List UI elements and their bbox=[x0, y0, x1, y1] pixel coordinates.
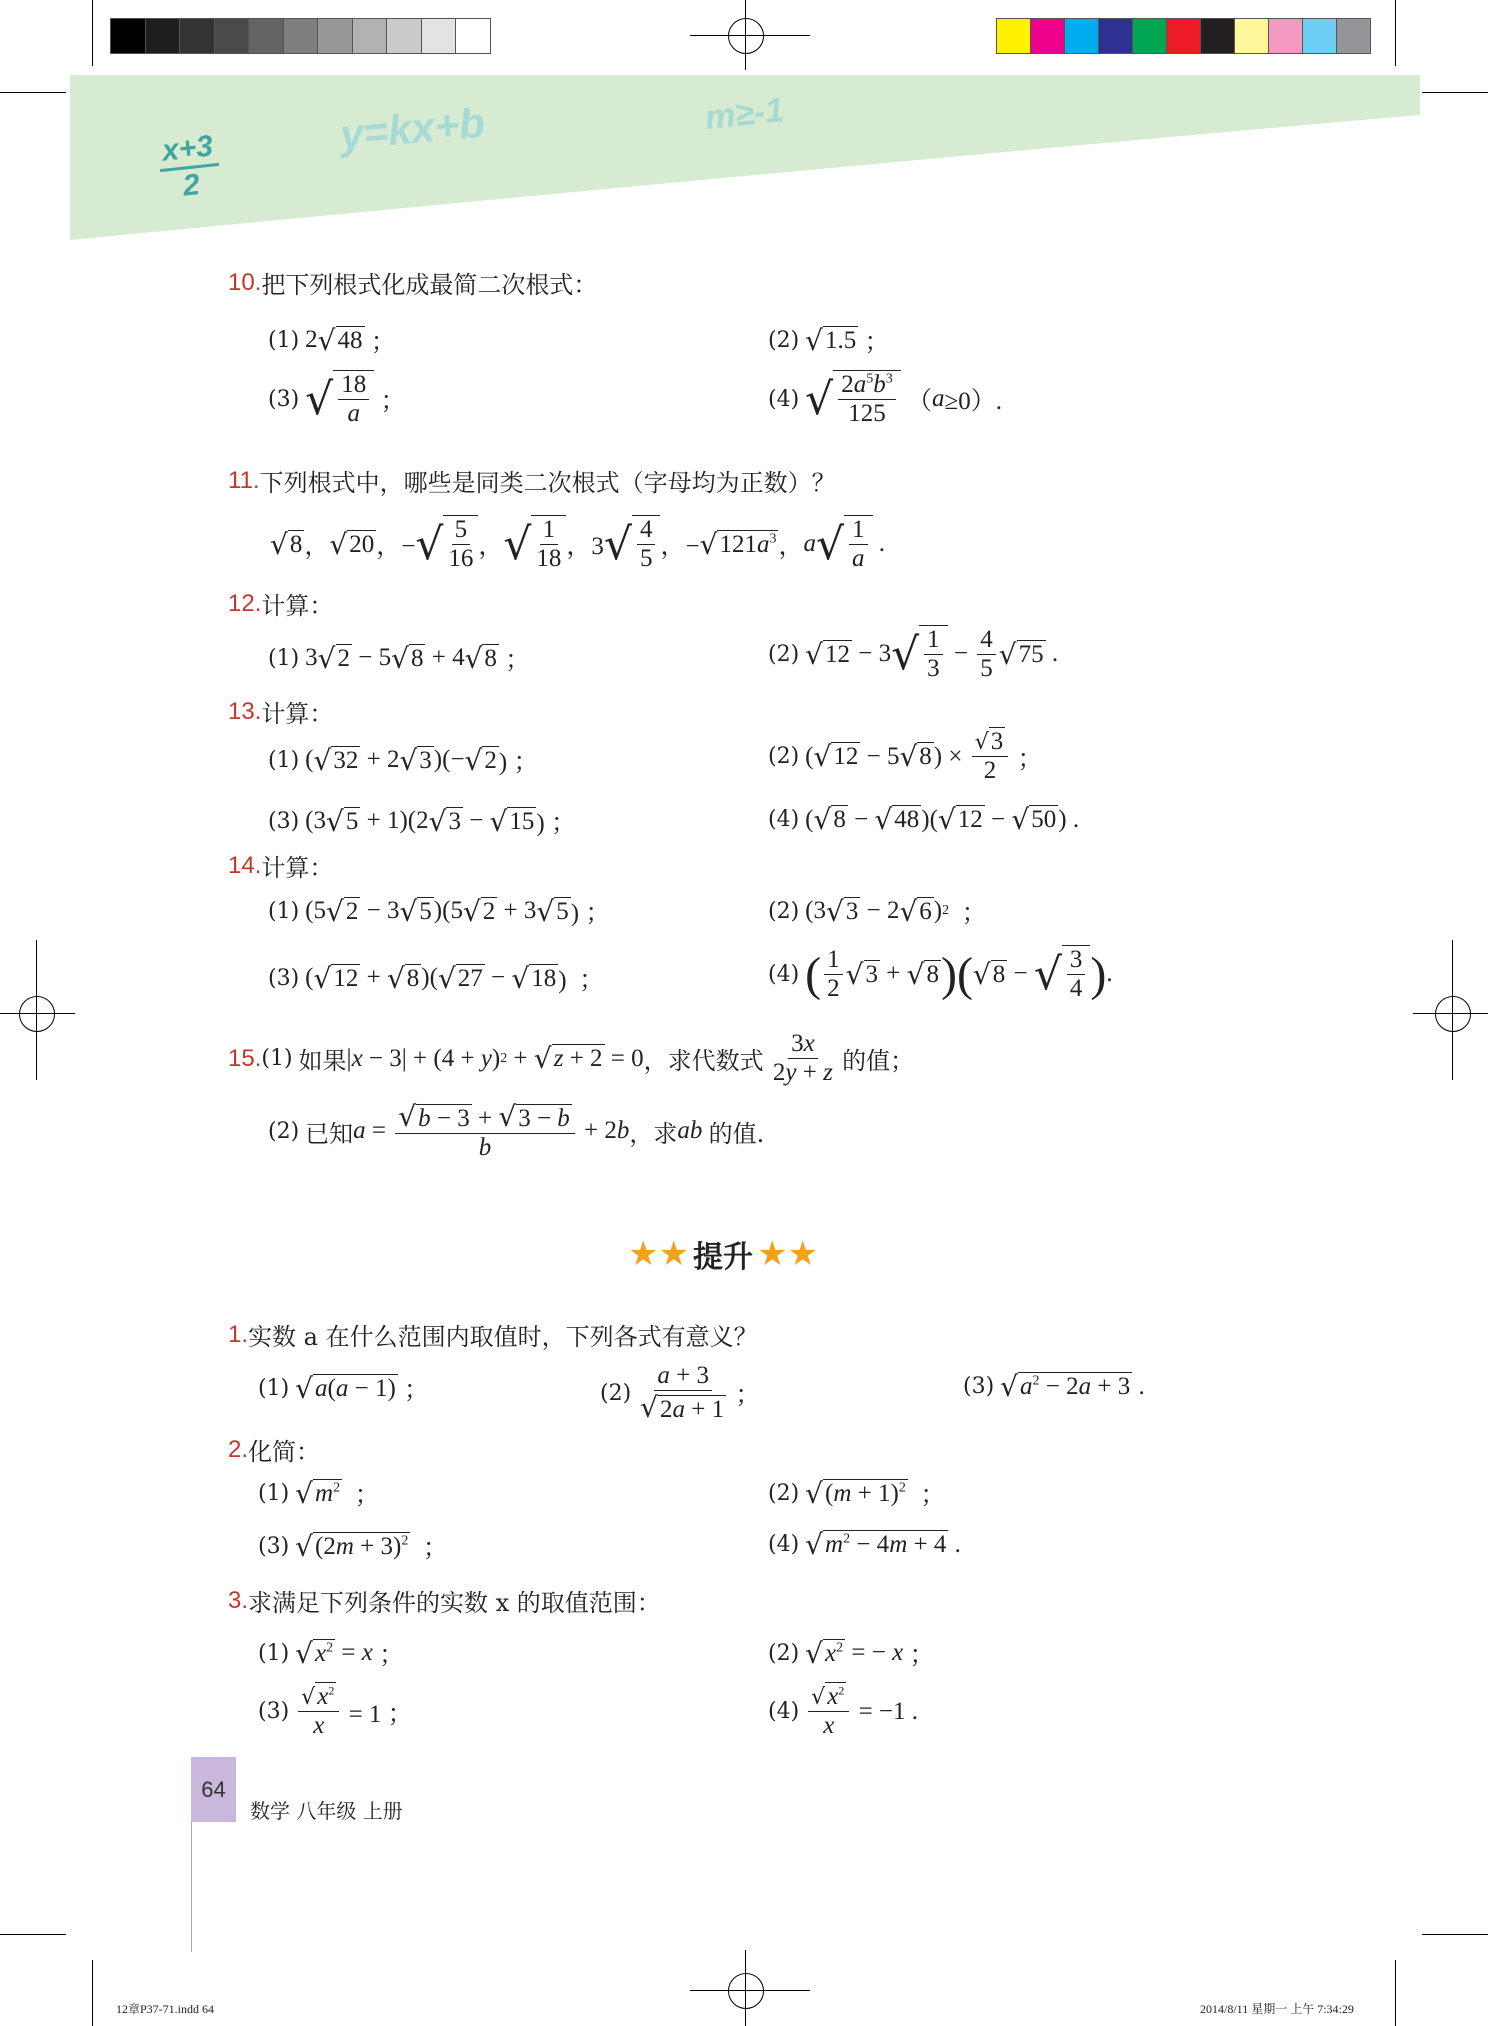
question-number: 3. bbox=[228, 1586, 249, 1614]
q13-item-3: (3) (3 √ 5 + 1)(2 √ 3 − √ 15 ) ； bbox=[268, 804, 576, 838]
question-11 bbox=[228, 463, 836, 498]
q12-item-2: (2) √ 12 − 3 √ $\frac{1}{3}$ − $\frac{4}{5}$ √ 75 . bbox=[768, 625, 1059, 682]
star-icon: ★★ bbox=[628, 1234, 689, 1274]
question-text: 化简： bbox=[248, 1438, 321, 1466]
question-number: 15. bbox=[228, 1044, 262, 1072]
crop-mark bbox=[1422, 1934, 1488, 1935]
banner-fraction: x+3 2 bbox=[156, 129, 222, 206]
section-heading bbox=[628, 1232, 818, 1276]
question-text: 把下列根式化成最简二次根式： bbox=[261, 271, 598, 299]
page-number: 64 bbox=[201, 1776, 226, 1802]
q10-item-3: (3) √ $\frac{18}{a}$ ； bbox=[268, 371, 406, 427]
book-title: 数学 八年级 上册 bbox=[250, 1799, 403, 1823]
question-number: 12. bbox=[228, 589, 262, 617]
question-10 bbox=[228, 265, 597, 300]
page-number-tab bbox=[191, 1757, 236, 1822]
q12-item-1: (1) 3 √ 2 − 5 √ 8 + 4 √ 8 ； bbox=[268, 641, 531, 675]
page-tab-line bbox=[191, 1822, 192, 1952]
p2-item-1: (1) √ $m^2$ ； bbox=[258, 1476, 380, 1510]
star-icon: ★★ bbox=[756, 1234, 818, 1274]
question-14 bbox=[228, 848, 333, 883]
p2-item-2: (2) √ $(m + 1)^2$ ； bbox=[768, 1476, 946, 1510]
registration-mark-left bbox=[0, 940, 75, 1080]
p1-item-2: (2) $\frac{a + 3}{√2a + 1}$ ； bbox=[600, 1362, 761, 1424]
q11-expressions: √ 8 ， √ 20 ，− √ $\frac{5}{16}$ ， √ $\frac{1}{18}$ ，3 √ $\frac{4}{5}$ ，− √ $121a^3$ ， a √ $\frac{1}{a}$ . bbox=[270, 516, 885, 572]
q10-item-1: (1) 2 √ 48 ； bbox=[268, 323, 396, 357]
p3-item-3: (3) $\frac{√x^2}{x}$ = 1 ； bbox=[258, 1683, 413, 1739]
question-text: 下列根式中，哪些是同类二次根式（字母均为正数）？ bbox=[259, 469, 836, 497]
q14-item-4: (4) ( $\frac{1}{2}$ √ 3 + √ 8 )( √ 8 − √ $\frac{3}{4}$ ) . bbox=[768, 945, 1113, 1002]
file-info: 12章P37-71.indd 64 bbox=[116, 2002, 215, 2016]
crop-mark bbox=[0, 1934, 66, 1935]
question-number: 14. bbox=[228, 851, 262, 879]
question-15: 15. (1) 如果 | x − 3| + (4 + y ) 2 + √ z + 2 = 0 ，求代数式 $\frac{3x}{2y + z}$ 的值； bbox=[228, 1030, 915, 1086]
question-number: 10. bbox=[228, 268, 262, 296]
q14-item-2: (2) (3 √ 3 − 2 √ 6 ) 2 ； bbox=[768, 894, 987, 928]
crop-mark bbox=[1395, 1960, 1396, 2026]
problem-3 bbox=[228, 1583, 661, 1618]
registration-mark-right bbox=[1413, 940, 1488, 1080]
q13-item-2: (2) ( √ 12 − 5 √ 8 ) × $\frac{√3}{2}$ ； bbox=[768, 728, 1043, 784]
q15-item-2: (2) 已知 a = $\frac{√b - 3 + √3 - b}{b}$ + 2 b ，求 ab 的值. bbox=[268, 1100, 765, 1161]
print-timestamp: 2014/8/11 星期一 上午 7:34:29 bbox=[1200, 2002, 1354, 2016]
problem-1 bbox=[228, 1317, 758, 1352]
q14-item-3: (3) ( √ 12 + √ 8 )( √ 27 − √ 18 ) ； bbox=[268, 961, 605, 995]
p1-item-1: (1) √ a(a − 1) ； bbox=[258, 1371, 430, 1405]
question-text: 实数 a 在什么范围内取值时，下列各式有意义？ bbox=[248, 1323, 758, 1351]
question-12 bbox=[228, 586, 333, 621]
question-text: 计算： bbox=[261, 854, 334, 882]
p2-item-4: (4) √ $m^2 - 4m + 4$ . bbox=[768, 1528, 961, 1561]
registration-mark-bottom bbox=[690, 1950, 810, 2026]
q10-item-4: (4) √ $\frac{2a^5b^3}{125}$ （ a ≥0）. bbox=[768, 371, 1002, 427]
banner-inequality: m≥-1 bbox=[703, 90, 786, 138]
problem-2 bbox=[228, 1432, 320, 1467]
banner-equation-line: y=kx+b bbox=[338, 98, 487, 159]
p3-item-2: (2) √ $x^2$ = − x ； bbox=[768, 1636, 935, 1670]
question-13 bbox=[228, 694, 333, 729]
p3-item-4: (4) $\frac{√x^2}{x}$ = −1 . bbox=[768, 1683, 919, 1739]
question-number: 2. bbox=[228, 1435, 249, 1463]
q14-item-1: (1) (5 √ 2 − 3 √ 5 )(5 √ 2 + 3 √ 5 ) ； bbox=[268, 894, 611, 928]
p3-item-1: (1) √ $x^2$ = x ； bbox=[258, 1636, 405, 1670]
question-number: 1. bbox=[228, 1320, 249, 1348]
crop-mark bbox=[92, 1960, 93, 2026]
question-text: 计算： bbox=[261, 592, 334, 620]
question-text: 计算： bbox=[261, 700, 334, 728]
q10-item-2: (2) √ 1.5 ； bbox=[768, 323, 890, 357]
p1-item-3: (3) √ $a^2 - 2a + 3$ . bbox=[963, 1370, 1145, 1403]
p2-item-3: (3) √ $(2m + 3)^2$ ； bbox=[258, 1529, 448, 1563]
section-title: 提升 bbox=[692, 1240, 753, 1275]
q13-item-1: (1) ( √ 32 + 2 √ 3 )(− √ 2 ) ； bbox=[268, 743, 539, 777]
question-number: 11. bbox=[228, 466, 260, 494]
q13-item-4: (4) ( √ 8 − √ 48 )( √ 12 − √ 50 ) . bbox=[768, 803, 1080, 836]
question-text: 求满足下列条件的实数 x 的取值范围： bbox=[248, 1589, 661, 1617]
question-number: 13. bbox=[228, 697, 262, 725]
